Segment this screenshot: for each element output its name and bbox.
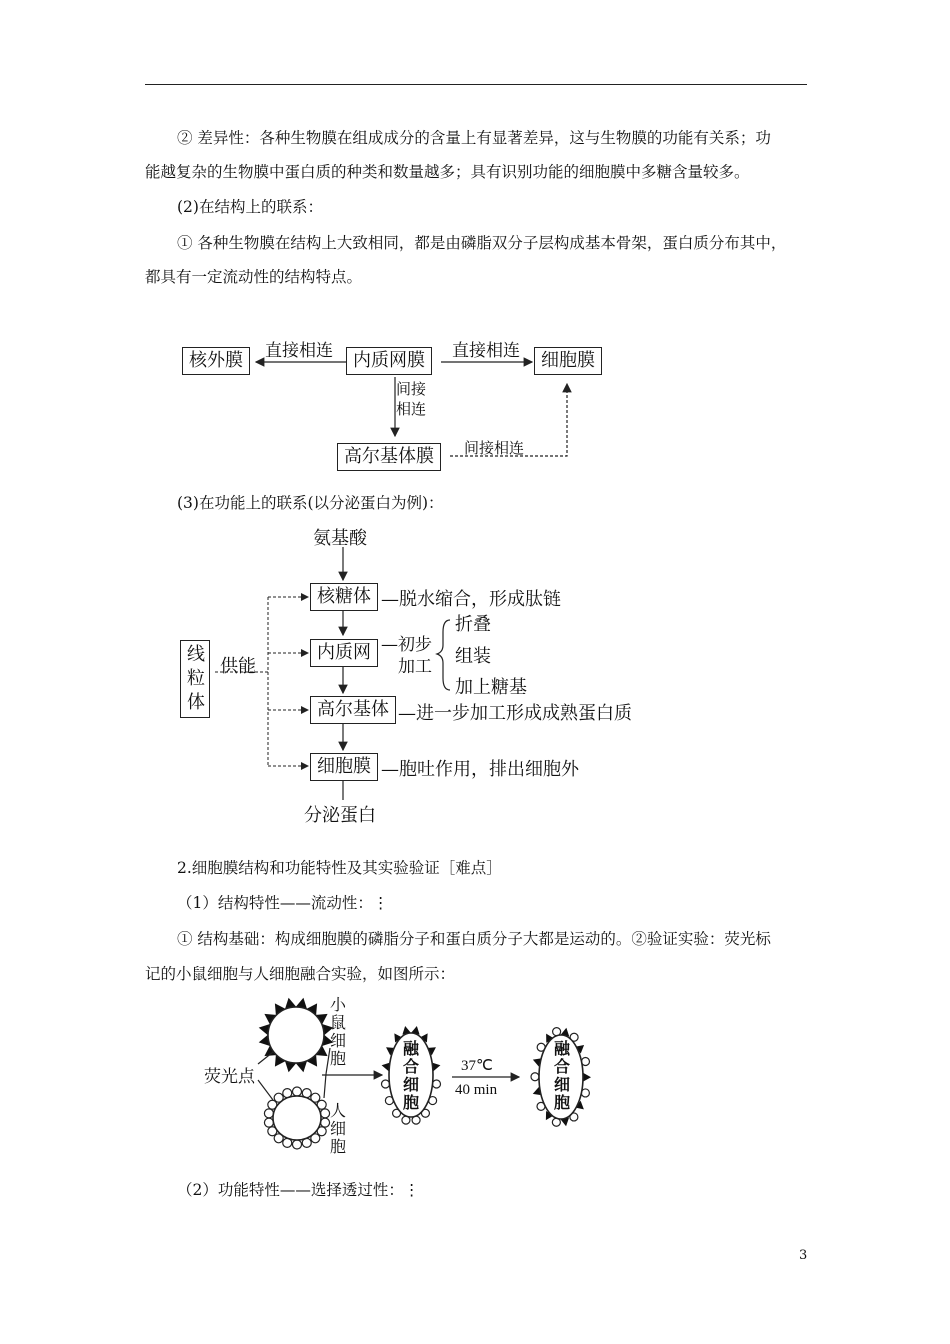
fused-cell-2-label (554, 1040, 570, 1112)
energy-label: 供能 (220, 656, 256, 677)
fluorescent-spike (583, 1073, 591, 1082)
mitochondria-char-1: 线 (187, 644, 205, 665)
golgi-box: 高尔基体 (310, 696, 396, 724)
paragraph-fluidity-line1: ① 结构基础：构成细胞膜的磷脂分子和蛋白质分子大都是运动的。②验证实验：荧光标 (177, 930, 771, 948)
fold-label: 折叠 (455, 614, 491, 635)
assemble-label: 组装 (455, 646, 491, 667)
human-cell-label (330, 1102, 346, 1156)
fluorescent-bead (321, 1118, 330, 1127)
er-note-2: 加工 (398, 657, 432, 677)
paragraph-section2-heading: 2.细胞膜结构和功能特性及其实验验证［难点］ (177, 859, 502, 877)
mouse-char-2: 鼠 (330, 1013, 347, 1032)
cell-membrane-note: —胞吐作用，排出细胞外 (381, 759, 579, 780)
paragraph-structure-line2: 都具有一定流动性的结构特点。 (145, 268, 363, 286)
ribosome-note: —脱水缩合，形成肽链 (381, 589, 561, 610)
fused2-char-2: 合 (554, 1057, 571, 1076)
paragraph-structure-heading: (2)在结构上的联系： (177, 198, 323, 216)
paragraph-diversity-line1: ② 差异性：各种生物膜在组成成分的含量上有显著差异，这与生物膜的功能有关系；功 (177, 129, 771, 147)
fused-cell-1-label (403, 1040, 419, 1112)
fluorescent-bead (433, 1080, 441, 1088)
mouse-char-4: 胞 (330, 1049, 347, 1068)
add-sugar-label: 加上糖基 (455, 677, 527, 698)
page-number: 3 (799, 1248, 808, 1263)
human-cell-shape (264, 1087, 329, 1149)
fluorescent-bead (381, 1080, 389, 1088)
fused2-char-4: 胞 (554, 1093, 571, 1112)
fluorescent-bead (293, 1087, 302, 1096)
human-char-1: 人 (330, 1101, 347, 1120)
indirect-link-right-label: 间接相连 (464, 439, 525, 457)
mitochondria-char-2: 粒 (187, 668, 205, 689)
fused1-char-4: 胞 (403, 1093, 420, 1112)
fluorescent-bead (264, 1109, 273, 1118)
er-box: 内质网 (310, 639, 378, 667)
paragraph-fluidity: （1）结构特性——流动性：⋮ (177, 894, 389, 912)
fluorescent-spot-label: 荧光点 (204, 1067, 255, 1087)
secretory-protein-label: 分泌蛋白 (304, 805, 376, 826)
direct-link-right-label: 直接相连 (452, 341, 520, 361)
golgi-note: —进一步加工形成成熟蛋白质 (398, 703, 632, 724)
cell-membrane-box-2: 细胞膜 (310, 753, 378, 781)
mouse-cell-shape (259, 998, 334, 1073)
fluorescent-bead (531, 1073, 539, 1081)
mouse-char-3: 细 (330, 1031, 347, 1050)
fused1-char-1: 融 (403, 1039, 420, 1058)
temperature-label: 37℃ (461, 1058, 493, 1074)
amino-acid-label: 氨基酸 (313, 528, 367, 549)
fluorescent-bead (264, 1118, 273, 1127)
indirect-link-down-label-2: 相连 (396, 400, 427, 418)
mouse-char-1: 小 (330, 995, 347, 1014)
paragraph-function-heading: (3)在功能上的联系(以分泌蛋白为例)： (177, 494, 444, 512)
mouse-cell-label (330, 996, 346, 1068)
direct-link-left-label: 直接相连 (265, 341, 333, 361)
time-label: 40 min (455, 1082, 498, 1098)
human-char-3: 胞 (330, 1137, 347, 1156)
human-char-2: 细 (330, 1119, 347, 1138)
indirect-link-down-label-1: 间接 (396, 380, 427, 398)
fused2-char-1: 融 (554, 1039, 571, 1058)
paragraph-structure-line1: ① 各种生物膜在结构上大致相同，都是由磷脂双分子层构成基本骨架，蛋白质分布其中， (177, 234, 787, 252)
er-note-1: —初步 (381, 635, 432, 655)
paragraph-selective-permeability: （2）功能特性——选择透过性：⋮ (177, 1181, 420, 1199)
paragraph-fluidity-line2: 记的小鼠细胞与人细胞融合实验，如图所示： (145, 965, 456, 983)
fused2-char-3: 细 (554, 1075, 571, 1094)
mitochondria-char-3: 体 (187, 692, 205, 713)
cell-membrane-box: 细胞膜 (534, 347, 602, 375)
fluorescent-bead (293, 1140, 302, 1149)
paragraph-diversity-line2: 能越复杂的生物膜中蛋白质的种类和数量越多；具有识别功能的细胞膜中多糖含量较多。 (145, 163, 750, 181)
nuclear-membrane-box: 核外膜 (182, 347, 250, 375)
fused1-char-2: 合 (403, 1057, 420, 1076)
fused1-char-3: 细 (403, 1075, 420, 1094)
er-membrane-box: 内质网膜 (346, 347, 432, 375)
ribosome-box: 核糖体 (310, 583, 378, 611)
fluorescent-bead (321, 1109, 330, 1118)
golgi-membrane-box: 高尔基体膜 (337, 443, 441, 471)
